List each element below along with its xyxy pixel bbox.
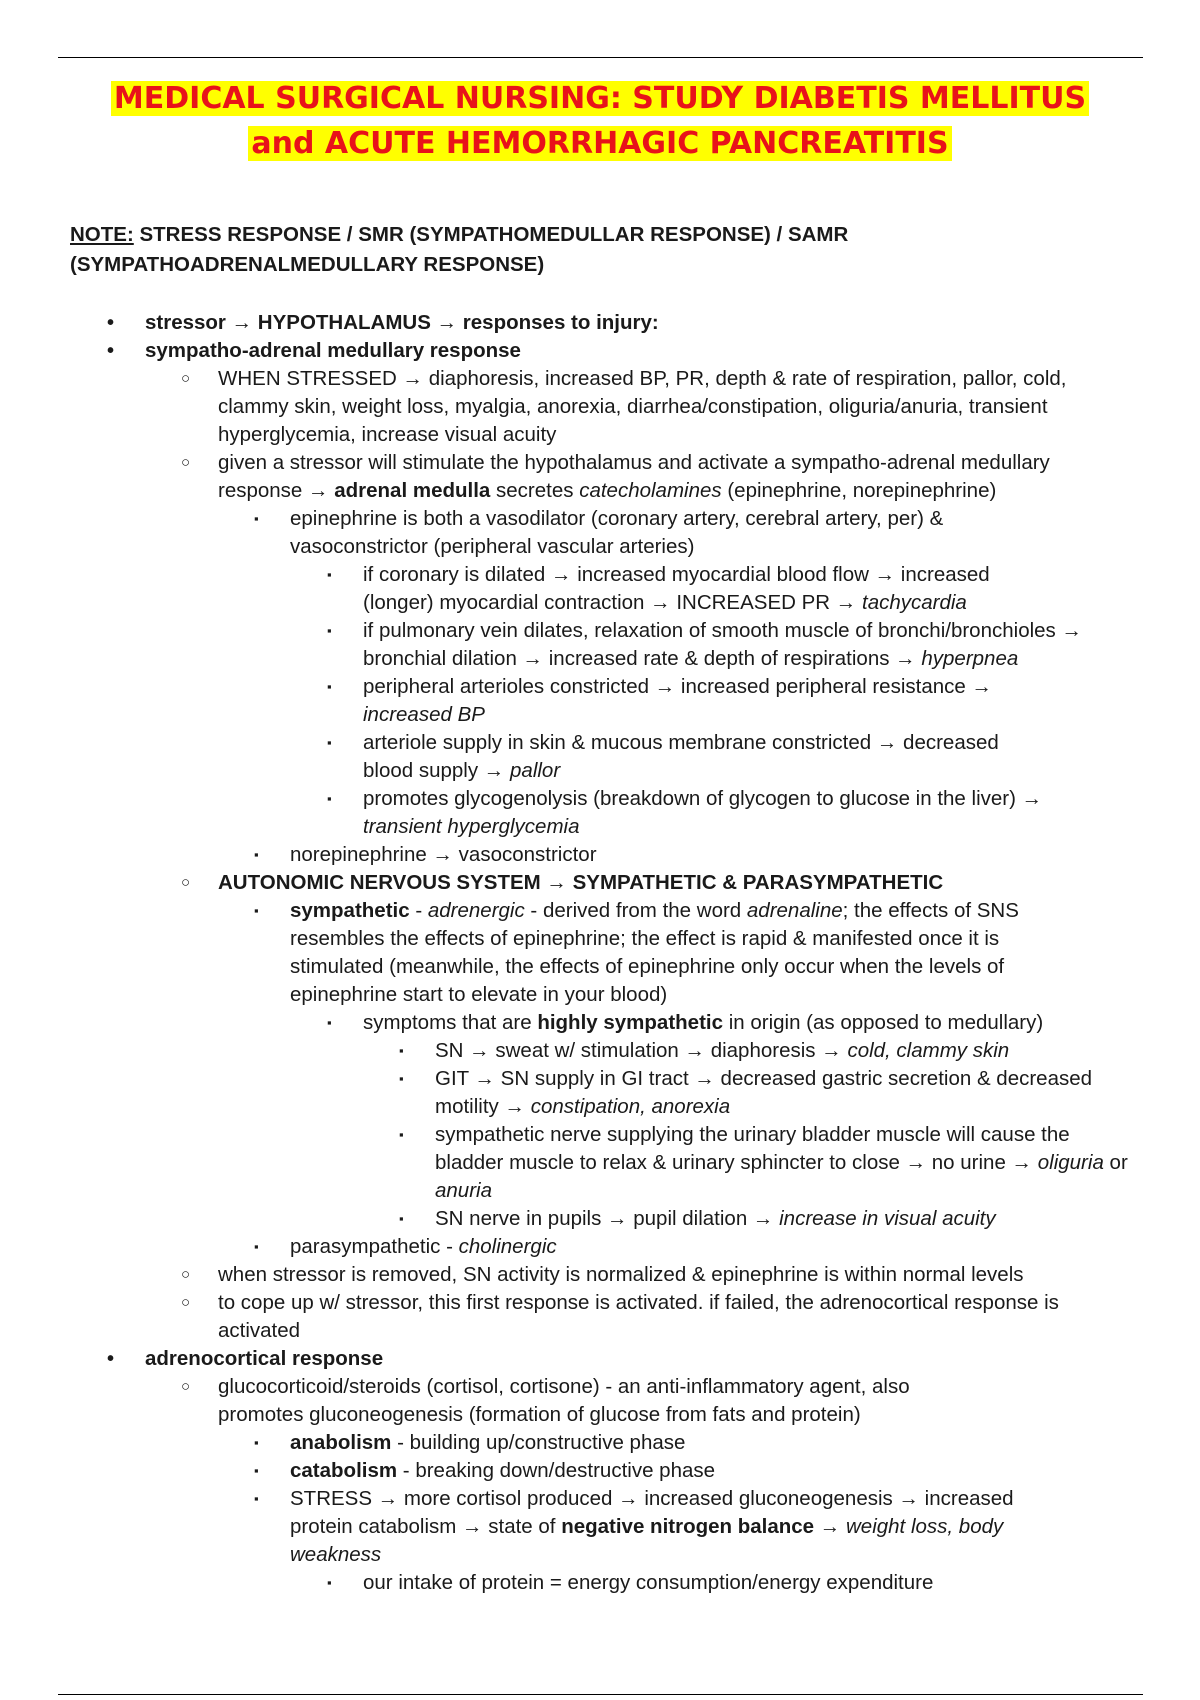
- list-item: ▪ promotes glycogenolysis (breakdown of glycogen to glucose in the liver) → transient hyperglycemia: [327, 787, 1043, 838]
- list-item: ▪ arteriole supply in skin & mucous membrane constricted → decreased blood supply → pallor: [327, 731, 999, 782]
- list-item: ▪ sympathetic nerve supplying the urinary bladder muscle will cause the bladder muscle to relax & urinary sphincter to close → no urine → oliguria or anuria: [399, 1123, 1128, 1202]
- list-item: ▪ SN nerve in pupils → pupil dilation → increase in visual acuity: [399, 1207, 996, 1230]
- list-item: ○ WHEN STRESSED → diaphoresis, increased BP, PR, depth & rate of respiration, pallor, cold, clammy skin, weight loss, myalgia, anorexia, diarrhea/constipation, oliguria/anuria, transient hyperglycemia, increase visual acuity: [181, 367, 1067, 446]
- list-item: ▪ GIT → SN supply in GI tract → decreased gastric secretion & decreased motility → constipation, anorexia: [399, 1067, 1093, 1118]
- list-item: ▪ SN → sweat w/ stimulation → diaphoresis → cold, clammy skin: [399, 1039, 1010, 1062]
- bottom-rule: [58, 1694, 1143, 1695]
- title-line-2: and ACUTE HEMORRHAGIC PANCREATITIS: [248, 126, 951, 161]
- list-item: ▪ STRESS → more cortisol produced → increased gluconeogenesis → increased protein catabolism → state of negative nitrogen balance → weight loss, body weakness: [254, 1487, 1014, 1566]
- list-item: • sympatho-adrenal medullary response: [107, 339, 521, 362]
- list-item: ○ glucocorticoid/steroids (cortisol, cortisone) - an anti-inflammatory agent, also promotes gluconeogenesis (formation of glucose from fats and protein): [181, 1375, 910, 1426]
- list-item: ▪ our intake of protein = energy consumption/energy expenditure: [327, 1571, 934, 1594]
- list-item: ▪ if pulmonary vein dilates, relaxation of smooth muscle of bronchi/bronchioles → bronchial dilation → increased rate & depth of respirations → hyperpnea: [327, 619, 1082, 670]
- list-item: ▪ anabolism - building up/constructive phase: [254, 1431, 686, 1454]
- top-rule: [58, 57, 1143, 58]
- list-item: ○ AUTONOMIC NERVOUS SYSTEM → SYMPATHETIC & PARASYMPATHETIC: [181, 871, 944, 894]
- list-item: ▪ parasympathetic - cholinergic: [254, 1235, 557, 1258]
- outline: [0, 309, 1200, 1597]
- list-item: • stressor → HYPOTHALAMUS → responses to injury:: [107, 311, 659, 334]
- list-item: ▪ norepinephrine → vasoconstrictor: [254, 843, 597, 866]
- list-item: ▪ peripheral arterioles constricted → increased peripheral resistance → increased BP: [327, 675, 992, 726]
- note: [70, 220, 1070, 280]
- list-item: ○ given a stressor will stimulate the hypothalamus and activate a sympatho-adrenal medullary response → adrenal medulla secretes catecholamines (epinephrine, norepinephrine): [181, 451, 1050, 502]
- list-item: ▪ sympathetic - adrenergic - derived from the word adrenaline; the effects of SNS resembles the effects of epinephrine; the effect is rapid & manifested once it is stimulated (meanwhile, the effects of epinephrine only occur when the levels of epinephrine start to elevate in your blood): [254, 899, 1019, 1006]
- list-item: ▪ symptoms that are highly sympathetic in origin (as opposed to medullary): [327, 1011, 1044, 1034]
- title-line-1: MEDICAL SURGICAL NURSING: STUDY DIABETIS MELLITUS: [111, 81, 1089, 116]
- list-item: ○ when stressor is removed, SN activity is normalized & epinephrine is within normal levels: [181, 1263, 1024, 1286]
- list-item: ▪ if coronary is dilated → increased myocardial blood flow → increased (longer) myocardial contraction → INCREASED PR → tachycardia: [327, 563, 990, 614]
- list-item: ▪ catabolism - breaking down/destructive phase: [254, 1459, 716, 1482]
- list-item: • adrenocortical response: [107, 1347, 384, 1370]
- note-label: NOTE:: [70, 223, 134, 246]
- list-item: ○ to cope up w/ stressor, this first response is activated. if failed, the adrenocortical response is activated: [181, 1291, 1059, 1342]
- list-item: ▪ epinephrine is both a vasodilator (coronary artery, cerebral artery, per) & vasoconstrictor (peripheral vascular arteries): [254, 507, 944, 558]
- note-text: STRESS RESPONSE / SMR (SYMPATHOMEDULLAR RESPONSE) / SAMR (SYMPATHOADRENALMEDULLARY RESPONSE): [70, 223, 849, 276]
- page-title: [0, 76, 1200, 166]
